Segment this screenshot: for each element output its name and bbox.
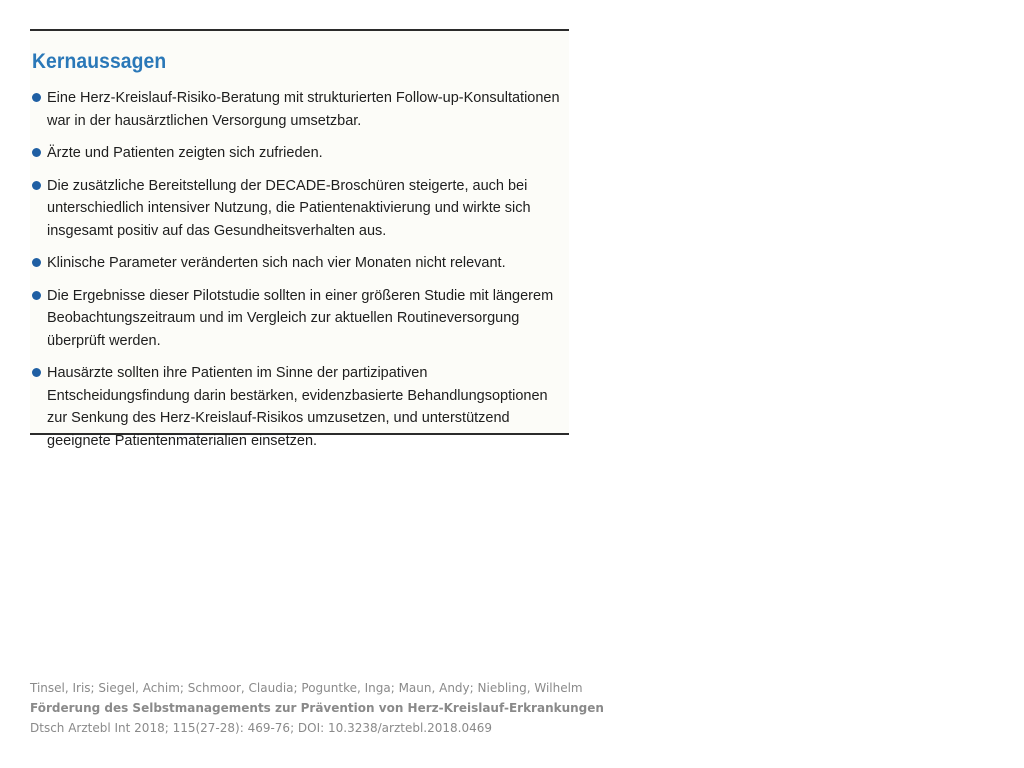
citation bbox=[30, 678, 630, 738]
list-item-text: Die Ergebnisse dieser Pilotstudie sollten in einer größeren Studie mit längerem Beobachtungszeitraum und im Vergleich zur aktuellen Routineversorgung überprüft werden. bbox=[47, 287, 554, 349]
list-item-text: Klinische Parameter veränderten sich nach vier Monaten nicht relevant. bbox=[47, 255, 506, 271]
bullet-dot-icon bbox=[32, 93, 41, 102]
citation-title: Förderung des Selbstmanagements zur Prävention von Herz-Kreislauf-Erkrankungen bbox=[30, 701, 604, 715]
key-messages-list bbox=[30, 87, 569, 462]
panel-title: Kernaussagen bbox=[32, 50, 167, 73]
list-item-text: Eine Herz-Kreislauf-Risiko-Beratung mit strukturierten Follow-up-Konsultationen war in der hausärztlichen Versorgung umsetzbar. bbox=[47, 90, 560, 129]
list-item bbox=[30, 87, 569, 132]
bullet-dot-icon bbox=[32, 181, 41, 190]
bullet-dot-icon bbox=[32, 148, 41, 157]
list-item-text: Hausärzte sollten ihre Patienten im Sinne der partizipativen Entscheidungsfindung darin bestärken, evidenzbasierte Behandlungsoptionen zur Senkung des Herz-Kreislauf-Risikos umzusetzen, und unterstützend geeignete Patientenmaterialien einsetzen. bbox=[47, 365, 548, 449]
bullet-dot-icon bbox=[32, 291, 41, 300]
key-messages-panel bbox=[30, 29, 569, 449]
list-item bbox=[30, 252, 569, 275]
list-item-text: Die zusätzliche Bereitstellung der DECADE-Broschüren steigerte, auch bei unterschiedlich intensiver Nutzung, die Patientenaktivierung und wirkte sich insgesamt positiv auf das Gesundheitsverhalten aus. bbox=[47, 177, 531, 239]
list-item bbox=[30, 142, 569, 165]
bullet-dot-icon bbox=[32, 368, 41, 377]
list-item-text: Ärzte und Patienten zeigten sich zufrieden. bbox=[47, 145, 323, 161]
list-item bbox=[30, 362, 569, 452]
list-item bbox=[30, 175, 569, 243]
list-item bbox=[30, 285, 569, 353]
bullet-dot-icon bbox=[32, 258, 41, 267]
citation-authors: Tinsel, Iris; Siegel, Achim; Schmoor, Claudia; Poguntke, Inga; Maun, Andy; Niebling, Wilhelm bbox=[30, 681, 583, 695]
citation-source: Dtsch Arztebl Int 2018; 115(27-28): 469-76; DOI: 10.3238/arztebl.2018.0469 bbox=[30, 721, 493, 735]
